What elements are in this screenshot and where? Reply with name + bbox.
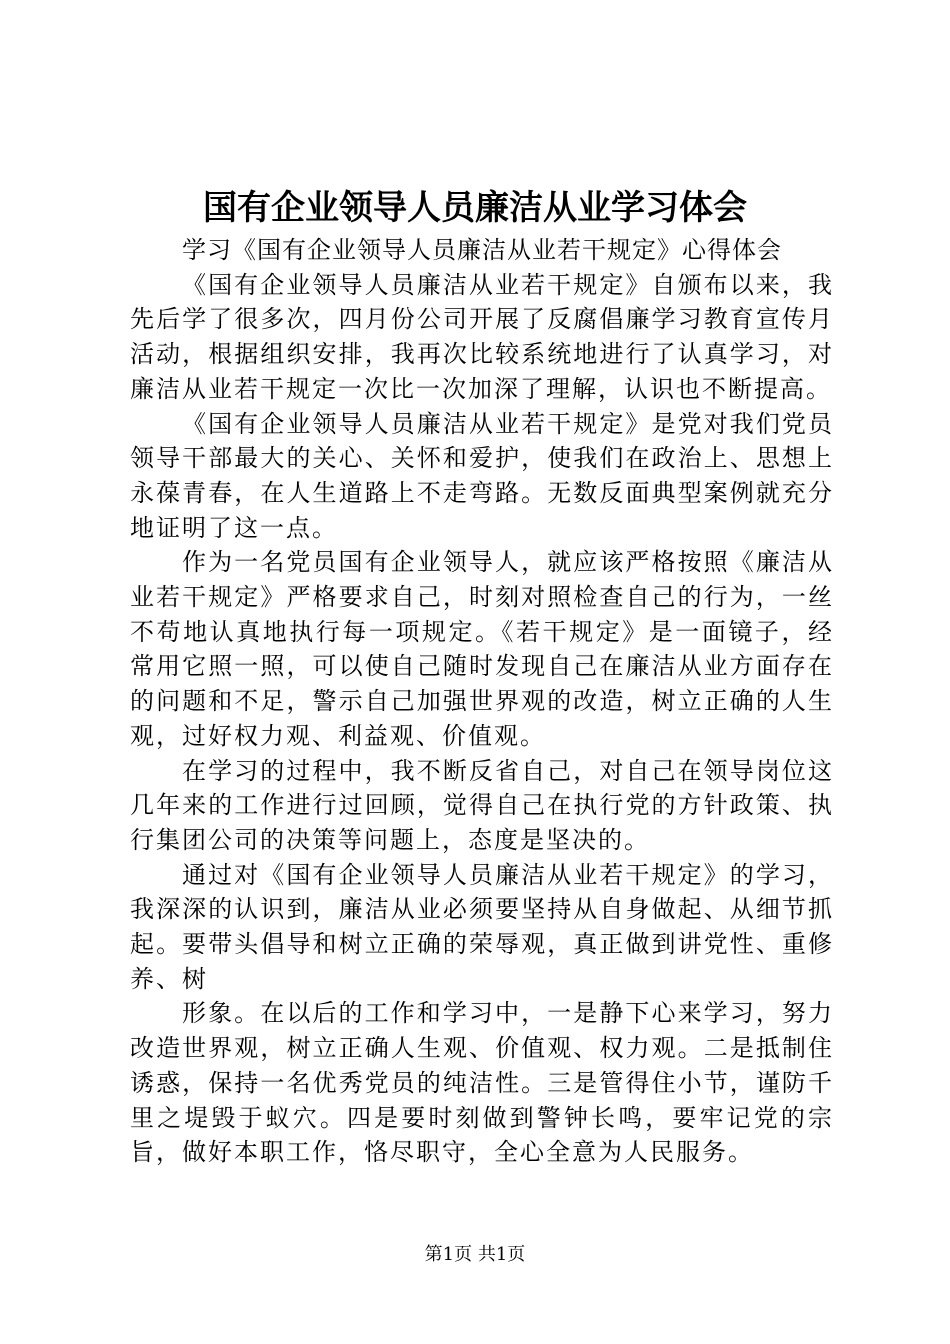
document-subtitle: 学习《国有企业领导人员廉洁从业若干规定》心得体会 [182, 236, 782, 264]
paragraph: 《国有企业领导人员廉洁从业若干规定》是党对我们党员领导干部最大的关心、关怀和爱护，使我们在政治上、思想上永葆青春，在人生道路上不走弯路。无数反面典型案例就充分地证明了这一点。 [130, 409, 834, 542]
document-body [130, 233, 834, 1170]
paragraph: 《国有企业领导人员廉洁从业若干规定》自颁布以来，我先后学了很多次，四月份公司开展了反腐倡廉学习教育宣传月活动，根据组织安排，我再次比较系统地进行了认真学习，对廉洁从业若干规定一次比一次加深了理解，认识也不断提高。 [130, 270, 834, 403]
document-title: 国有企业领导人员廉洁从业学习体会 [203, 188, 747, 228]
paragraph: 形象。在以后的工作和学习中，一是静下心来学习，努力改造世界观，树立正确人生观、价值观、权力观。二是抵制住诱惑，保持一名优秀党员的纯洁性。三是管得住小节，谨防千里之堤毁于蚁穴。四是要时刻做到警钟长鸣，要牢记党的宗旨，做好本职工作，恪尽职守，全心全意为人民服务。 [130, 999, 834, 1167]
page-number-footer: 第1页 共1页 [424, 1244, 526, 1265]
paragraph: 通过对《国有企业领导人员廉洁从业若干规定》的学习，我深深的认识到，廉洁从业必须要坚持从自身做起、从细节抓起。要带头倡导和树立正确的荣辱观，真正做到讲党性、重修养、树 [130, 860, 834, 993]
paragraph: 在学习的过程中，我不断反省自己，对自己在领导岗位这几年来的工作进行过回顾，觉得自己在执行党的方针政策、执行集团公司的决策等问题上，态度是坚决的。 [130, 756, 834, 854]
paragraph: 作为一名党员国有企业领导人，就应该严格按照《廉洁从业若干规定》严格要求自己，时刻对照检查自己的行为，一丝不苟地认真地执行每一项规定。《若干规定》是一面镜子，经常用它照一照，可以使自己随时发现自己在廉洁从业方面存在的问题和不足，警示自己加强世界观的改造，树立正确的人生观，过好权力观、利益观、价值观。 [130, 548, 834, 750]
